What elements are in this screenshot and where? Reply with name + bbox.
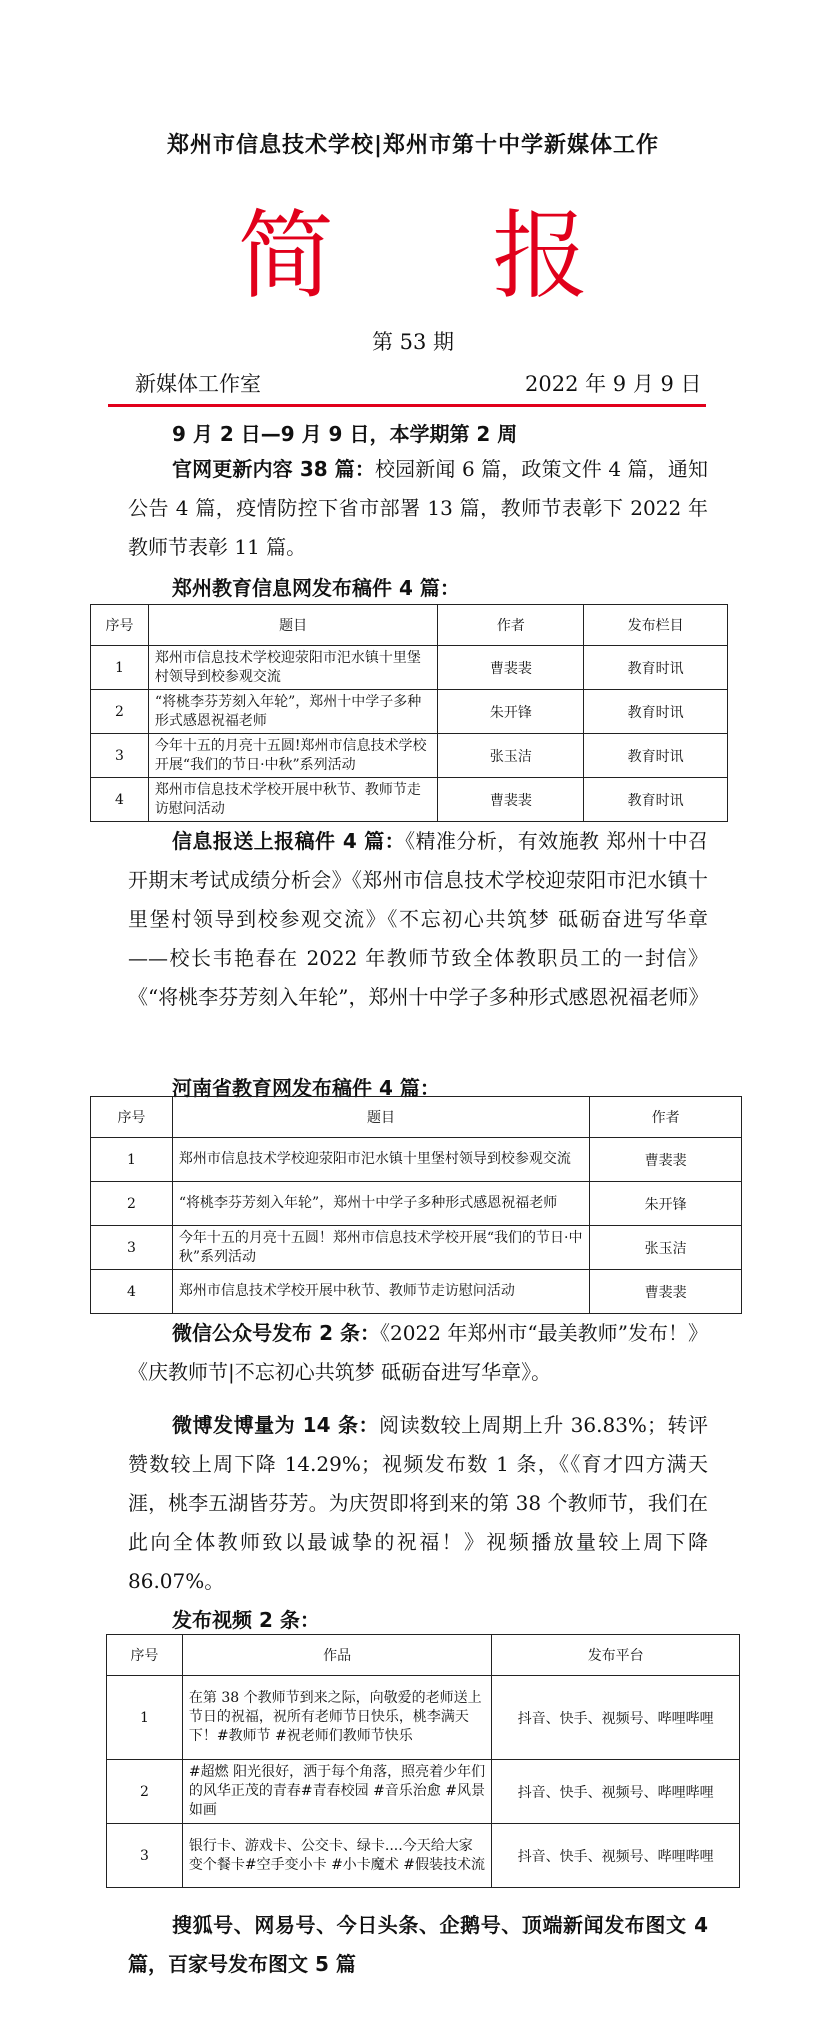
- article-column: 教育时讯: [584, 778, 728, 822]
- row-index: 1: [91, 1138, 173, 1182]
- table-row: [91, 646, 728, 690]
- video-work: #超燃 阳光很好，洒于每个角落，照亮着少年们的风华正茂的青春#青春校园 #音乐治愈 #风景如画: [182, 1760, 491, 1824]
- row-index: 2: [91, 1182, 173, 1226]
- wechat-text: 《2022 年郑州市“最美教师”发布！》《庆教师节|不忘初心共筑梦 砥砺奋进写华章》。: [128, 1321, 708, 1384]
- article-title: 今年十五的月亮十五圆！郑州市信息技术学校开展“我们的节日·中秋”系列活动: [172, 1226, 589, 1270]
- header-cell: 作者: [438, 605, 584, 646]
- header-cell: 序号: [91, 605, 149, 646]
- info-report-text: 《精准分析，有效施教 郑州十中召开期末考试成绩分析会》《郑州市信息技术学校迎荥阳市汜水镇十里堡村领导到校参观交流》《不忘初心共筑梦 砥砺奋进写华章 ——校长韦艳春在 2022 年教师节致全体教职员工的一封信》《“将桃李芬芳刻入年轮”，郑州十中学子多种形式感恩祝福老师》: [128, 829, 709, 1009]
- hn-table: [90, 1096, 742, 1314]
- header-cell: 作者: [590, 1097, 742, 1138]
- row-index: 1: [107, 1676, 183, 1760]
- wechat-lead: 微信公众号发布 2 条：: [172, 1321, 381, 1345]
- website-lead: 官网更新内容 38 篇：: [172, 457, 375, 481]
- zz-section-title: 郑州教育信息网发布稿件 4 篇：: [172, 576, 460, 600]
- header-cell: 序号: [107, 1635, 183, 1676]
- row-index: 2: [107, 1760, 183, 1824]
- table-row: [107, 1676, 740, 1760]
- video-platforms: 抖音、快手、视频号、哔哩哔哩: [492, 1760, 740, 1824]
- header-cell: 作品: [182, 1635, 491, 1676]
- row-index: 3: [91, 734, 149, 778]
- weibo-lead: 微博发博量为 14 条：: [172, 1413, 380, 1437]
- article-author: 曹裴裴: [590, 1138, 742, 1182]
- row-index: 4: [91, 1270, 173, 1314]
- article-author: 曹裴裴: [438, 646, 584, 690]
- hn-section-title: 河南省教育网发布稿件 4 篇：: [172, 1076, 440, 1100]
- row-index: 2: [91, 690, 149, 734]
- zz-table: [90, 604, 728, 822]
- article-column: 教育时讯: [584, 646, 728, 690]
- table-row: [91, 1138, 742, 1182]
- website-text: 校园新闻 6 篇，政策文件 4 篇，通知公告 4 篇，疫情防控下省市部署 13 篇，教师节表彰下 2022 年教师节表彰 11 篇。: [128, 457, 708, 559]
- header-cell: 题目: [148, 605, 438, 646]
- row-index: 3: [91, 1226, 173, 1270]
- info-report-lead: 信息报送上报稿件 4 篇：: [172, 829, 406, 853]
- table-header-row: [91, 605, 728, 646]
- row-index: 4: [91, 778, 149, 822]
- issue-date: 2022 年 9 月 9 日: [525, 372, 702, 396]
- row-index: 3: [107, 1824, 183, 1888]
- article-author: 张玉洁: [438, 734, 584, 778]
- weibo-paragraph: [128, 1406, 708, 1601]
- article-title: 郑州市信息技术学校迎荥阳市汜水镇十里堡村领导到校参观交流: [172, 1138, 589, 1182]
- article-author: 曹裴裴: [438, 778, 584, 822]
- video-platforms: 抖音、快手、视频号、哔哩哔哩: [492, 1676, 740, 1760]
- video-work: 银行卡、游戏卡、公交卡、绿卡....今天给大家变个餐卡#空手变小卡 #小卡魔术 #假装技术流: [182, 1824, 491, 1888]
- table-row: [107, 1760, 740, 1824]
- table-row: [91, 778, 728, 822]
- table-row: [91, 734, 728, 778]
- red-divider: [108, 404, 706, 407]
- table-row: [91, 690, 728, 734]
- video-platforms: 抖音、快手、视频号、哔哩哔哩: [492, 1824, 740, 1888]
- header-cell: 序号: [91, 1097, 173, 1138]
- table-row: [91, 1270, 742, 1314]
- org-title: 郑州市信息技术学校|郑州市第十中学新媒体工作: [166, 133, 660, 158]
- table-row: [107, 1824, 740, 1888]
- article-author: 曹裴裴: [590, 1270, 742, 1314]
- table-row: [91, 1182, 742, 1226]
- article-title: 郑州市信息技术学校开展中秋节、教师节走访慰问活动: [172, 1270, 589, 1314]
- header-cell: 题目: [172, 1097, 589, 1138]
- article-author: 朱开锋: [438, 690, 584, 734]
- briefing-title: 简 报: [237, 200, 653, 312]
- table-row: [91, 1226, 742, 1270]
- article-column: 教育时讯: [584, 690, 728, 734]
- info-report-paragraph: [128, 822, 708, 1017]
- article-title: 今年十五的月亮十五圆!郑州市信息技术学校开展“我们的节日·中秋”系列活动: [148, 734, 438, 778]
- article-column: 教育时讯: [584, 734, 728, 778]
- article-author: 朱开锋: [590, 1182, 742, 1226]
- office-name: 新媒体工作室: [135, 372, 261, 396]
- table-header-row: [91, 1097, 742, 1138]
- table-header-row: [107, 1635, 740, 1676]
- wechat-paragraph: [128, 1314, 708, 1392]
- website-paragraph: [128, 450, 708, 567]
- week-line: 9 月 2 日—9 月 9 日，本学期第 2 周: [172, 422, 518, 446]
- video-work: 在第 38 个教师节到来之际，向敬爱的老师送上节日的祝福，祝所有老师节日快乐，桃李满天下！#教师节 #祝老师们教师节快乐: [182, 1676, 491, 1760]
- header-cell: 发布栏目: [584, 605, 728, 646]
- issue-number: 第 53 期: [371, 330, 455, 354]
- video-table: [106, 1634, 740, 1888]
- weibo-text: 阅读数较上周期上升 36.83%；转评赞数较上周下降 14.29%；视频发布数 1 条，《《育才四方满天涯，桃李五湖皆芬芳。为庆贺即将到来的第 38 个教师节，我们在此向全体教师致以最诚挚的祝福！》视频播放量较上周下降 86.07%。: [128, 1413, 708, 1593]
- video-section-title: 发布视频 2 条：: [172, 1608, 320, 1632]
- header-cell: 发布平台: [492, 1635, 740, 1676]
- article-title: “将桃李芬芳刻入年轮”，郑州十中学子多种形式感恩祝福老师: [148, 690, 438, 734]
- article-title: “将桃李芬芳刻入年轮”，郑州十中学子多种形式感恩祝福老师: [172, 1182, 589, 1226]
- article-author: 张玉洁: [590, 1226, 742, 1270]
- article-title: 郑州市信息技术学校迎荥阳市汜水镇十里堡村领导到校参观交流: [148, 646, 438, 690]
- row-index: 1: [91, 646, 149, 690]
- article-title: 郑州市信息技术学校开展中秋节、教师节走访慰问活动: [148, 778, 438, 822]
- footer-paragraph: 搜狐号、网易号、今日头条、企鹅号、顶端新闻发布图文 4 篇，百家号发布图文 5 篇: [128, 1913, 708, 1976]
